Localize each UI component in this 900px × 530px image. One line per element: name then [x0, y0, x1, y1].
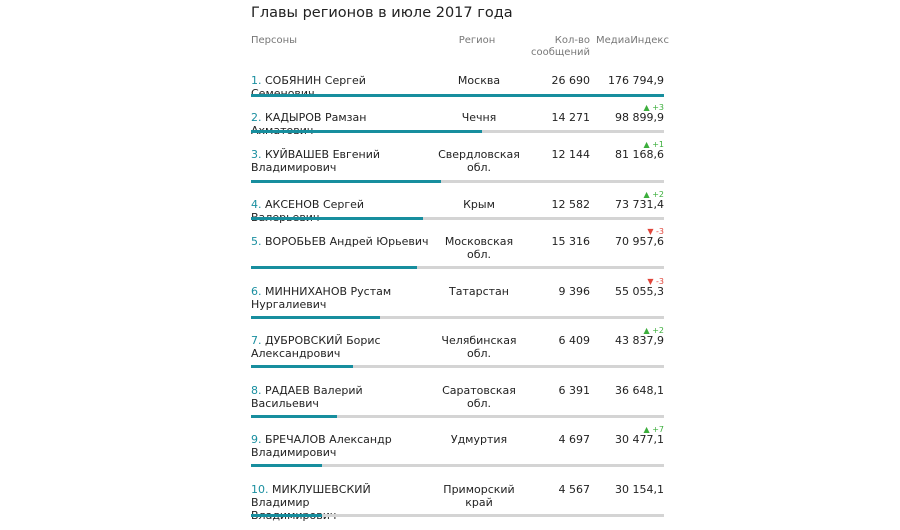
region-line2: край — [465, 496, 493, 509]
rank-number: 4. — [251, 198, 262, 211]
header-count — [530, 35, 590, 59]
message-count: 9 396 — [558, 285, 590, 298]
person-name — [251, 198, 431, 224]
index-bar-fill — [251, 365, 353, 368]
index-bar-track — [251, 415, 664, 418]
media-index-value: 43 837,9 — [615, 334, 664, 347]
index-bar-track — [251, 266, 664, 269]
rank-number: 5. — [251, 235, 262, 248]
person-name-line2: Владимирович — [251, 446, 337, 459]
message-count: 14 271 — [551, 111, 590, 124]
region-line2: обл. — [466, 248, 492, 261]
region-line1: Москва — [457, 74, 501, 87]
message-count: 12 144 — [551, 148, 590, 161]
index-bar-track — [251, 130, 664, 133]
region-line1: Татарстан — [449, 285, 509, 298]
header-count-line1: Кол-во — [554, 35, 590, 46]
index-bar-track — [251, 94, 664, 97]
index-bar-fill — [251, 316, 380, 319]
person-name-line1: АКСЕНОВ Сергей — [265, 198, 365, 211]
region-line1: Удмуртия — [450, 433, 508, 446]
page-title: Главы регионов в июле 2017 года — [251, 5, 513, 21]
rank-number: 3. — [251, 148, 262, 161]
person-name-line1: ДУБРОВСКИЙ Борис — [265, 334, 381, 347]
person-name — [251, 334, 431, 360]
index-bar-track — [251, 316, 664, 319]
region-line1: Крым — [463, 198, 495, 211]
rank-number: 9. — [251, 433, 262, 446]
person-name — [251, 285, 431, 311]
person-name-line2: Владимирович — [251, 161, 337, 174]
person-name-line1: МИКЛУШЕВСКИЙ Владимир — [251, 483, 371, 509]
region-name — [429, 433, 529, 446]
person-name — [251, 384, 431, 410]
region-line2: обл. — [466, 347, 492, 360]
rank-change-badge: ▼ -3 — [647, 277, 664, 286]
index-bar-track — [251, 217, 664, 220]
media-index-value: 81 168,6 — [615, 148, 664, 161]
region-name — [429, 111, 529, 124]
person-name — [251, 235, 431, 248]
header-count-line2: сообщений — [530, 47, 590, 58]
person-name-line1: БРЕЧАЛОВ Александр — [265, 433, 392, 446]
region-name — [429, 148, 529, 174]
media-index-value: 176 794,9 — [608, 74, 664, 87]
rank-change-badge: ▲ +1 — [643, 140, 664, 149]
message-count: 15 316 — [551, 235, 590, 248]
rank-number: 7. — [251, 334, 262, 347]
person-name — [251, 433, 431, 459]
rank-number: 2. — [251, 111, 262, 124]
media-index-value: 30 477,1 — [615, 433, 664, 446]
media-index-value: 98 899,9 — [615, 111, 664, 124]
index-bar-fill — [251, 94, 664, 97]
rank-change-badge: ▼ -3 — [647, 227, 664, 236]
region-line1: Московская — [444, 235, 514, 248]
message-count: 12 582 — [551, 198, 590, 211]
message-count: 4 697 — [558, 433, 590, 446]
region-line2: обл. — [466, 161, 492, 174]
region-name — [429, 334, 529, 360]
media-index-value: 36 648,1 — [615, 384, 664, 397]
index-bar-track — [251, 464, 664, 467]
index-bar-fill — [251, 180, 441, 183]
person-name — [251, 148, 431, 174]
region-line1: Свердловская — [438, 148, 520, 161]
person-name-line2: Александрович — [251, 347, 341, 360]
rank-number: 8. — [251, 384, 262, 397]
region-name — [429, 483, 529, 509]
index-bar-fill — [251, 217, 423, 220]
rank-number: 10. — [251, 483, 269, 496]
person-name-line1: КАДЫРОВ Рамзан — [265, 111, 367, 124]
header-media-index: МедиаИндекс — [596, 35, 669, 46]
region-line1: Чечня — [461, 111, 497, 124]
region-line1: Челябинская — [441, 334, 517, 347]
rank-change-badge: ▲ +2 — [643, 190, 664, 199]
message-count: 6 409 — [558, 334, 590, 347]
person-name-line1: ВОРОБЬЕВ Андрей Юрьевич — [265, 235, 429, 248]
media-index-value: 55 055,3 — [615, 285, 664, 298]
index-bar-track — [251, 180, 664, 183]
person-name-line1: МИННИХАНОВ Рустам — [265, 285, 392, 298]
rank-number: 6. — [251, 285, 262, 298]
region-name — [429, 74, 529, 87]
index-bar-fill — [251, 464, 322, 467]
region-line1: Саратовская — [442, 384, 516, 397]
person-name-line1: СОБЯНИН Сергей — [265, 74, 366, 87]
region-line1: Приморский — [443, 483, 515, 496]
person-name-line2: Нургалиевич — [251, 298, 327, 311]
region-name — [429, 384, 529, 410]
header-persons: Персоны — [251, 35, 298, 46]
rank-change-badge: ▲ +3 — [643, 103, 664, 112]
message-count: 26 690 — [551, 74, 590, 87]
person-name-line1: КУЙВАШЕВ Евгений — [265, 148, 381, 161]
rank-number: 1. — [251, 74, 262, 87]
rank-change-badge: ▲ +2 — [643, 326, 664, 335]
message-count: 4 567 — [558, 483, 590, 496]
media-index-value: 70 957,6 — [615, 235, 664, 248]
index-bar-fill — [251, 514, 322, 517]
region-name — [429, 235, 529, 261]
media-index-value: 73 731,4 — [615, 198, 664, 211]
region-name — [429, 198, 529, 211]
index-bar-fill — [251, 266, 417, 269]
rank-change-badge: ▲ +7 — [643, 425, 664, 434]
media-index-value: 30 154,1 — [615, 483, 664, 496]
person-name — [251, 111, 431, 137]
region-line2: обл. — [466, 397, 492, 410]
person-name-line1: РАДАЕВ Валерий Васильевич — [251, 384, 363, 410]
index-bar-track — [251, 514, 664, 517]
index-bar-fill — [251, 415, 337, 418]
index-bar-track — [251, 365, 664, 368]
index-bar-fill — [251, 130, 482, 133]
header-region: Регион — [458, 35, 496, 46]
message-count: 6 391 — [558, 384, 590, 397]
region-name — [429, 285, 529, 298]
